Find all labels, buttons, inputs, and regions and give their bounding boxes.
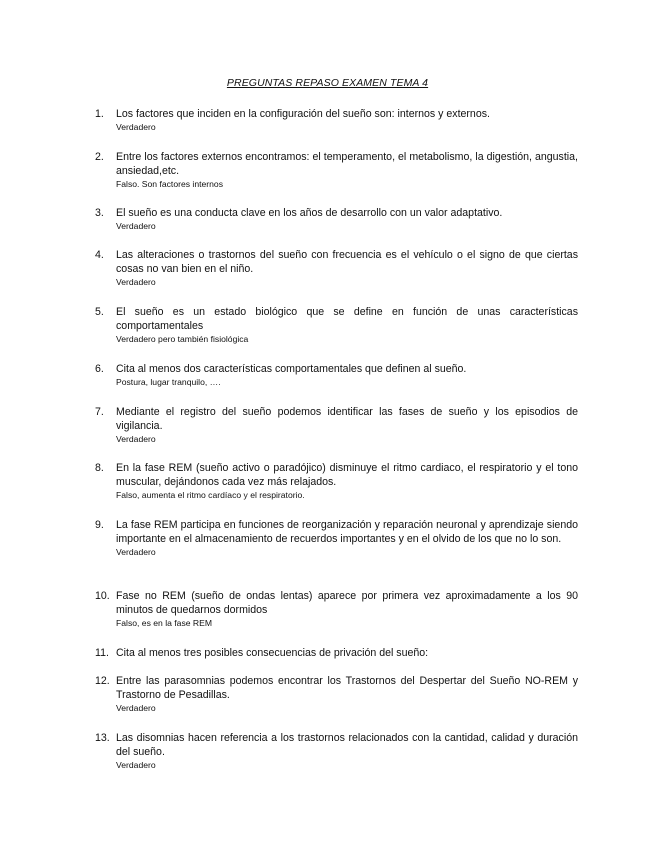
question-answer: Falso, aumenta el ritmo cardíaco y el respiratorio. [116,490,305,500]
question-answer: Verdadero pero también fisiológica [116,334,249,344]
question-item [95,589,578,630]
question-item [95,150,578,191]
question-text: Entre las parasomnias podemos encontrar los Trastornos del Despertar del Sueño NO-REM y Trastorno de Pesadillas. [116,675,578,701]
question-answer: Postura, lugar tranquilo, …. [116,377,221,387]
question-item [95,107,578,134]
question-answer: Falso, es en la fase REM [116,618,213,628]
question-text: Entre los factores externos encontramos: el temperamento, el metabolismo, la digestión, angustia, ansiedad,etc. [116,151,578,177]
question-answer: Verdadero [116,122,156,132]
question-text: Las disomnias hacen referencia a los trastornos relacionados con la cantidad, calidad y duración del sueño. [116,732,578,758]
question-answer: Verdadero [116,760,156,770]
question-item [95,206,578,233]
page-title: PREGUNTAS REPASO EXAMEN TEMA 4 [226,77,429,89]
question-answer: Verdadero [116,547,156,557]
question-item [95,248,578,289]
question-number: 2. [95,151,104,163]
question-answer: Verdadero [116,277,156,287]
question-number: 10. [95,590,110,602]
question-item [95,305,578,346]
question-item [95,674,578,715]
question-number: 1. [95,108,104,120]
question-number: 8. [95,462,104,474]
question-answer: Verdadero [116,434,156,444]
question-number: 5. [95,306,104,318]
question-number: 12. [95,675,110,687]
question-text: Fase no REM (sueño de ondas lentas) aparece por primera vez aproximadamente a los 90 minutos de quedarnos dormidos [116,590,578,616]
question-number: 3. [95,207,104,219]
question-item [95,461,578,502]
question-item [95,405,578,446]
question-text: Mediante el registro del sueño podemos identificar las fases de sueño y los episodios de vigilancia. [116,406,578,432]
question-text: Cita al menos dos características comportamentales que definen al sueño. [116,363,467,375]
question-number: 7. [95,406,104,418]
question-item [95,362,578,389]
question-number: 11. [95,647,109,659]
question-text: El sueño es un estado biológico que se define en función de unas características comportamentales [116,306,578,332]
question-text: Las alteraciones o trastornos del sueño con frecuencia es el vehículo o el signo de que ciertas cosas no van bien en el niño. [116,249,578,275]
question-answer: Verdadero [116,703,156,713]
question-number: 4. [95,249,104,261]
question-text: La fase REM participa en funciones de reorganización y reparación neuronal y aprendizaje siendo importante en el almacenamiento de recuerdos importantes y en el olvido de los que no lo son. [116,519,578,545]
question-text: En la fase REM (sueño activo o paradójico) disminuye el ritmo cardiaco, el respiratorio y el tono muscular, dejándonos cada vez más relajados. [116,462,578,488]
question-text: El sueño es una conducta clave en los años de desarrollo con un valor adaptativo. [116,207,503,219]
question-number: 6. [95,363,104,375]
question-number: 9. [95,519,104,531]
question-answer: Falso. Son factores internos [116,179,223,189]
question-text: Los factores que inciden en la configuración del sueño son: internos y externos. [116,108,490,120]
question-item [95,646,578,660]
question-item [95,518,578,559]
question-item [95,731,578,772]
question-number: 13. [95,732,110,744]
question-text: Cita al menos tres posibles consecuencias de privación del sueño: [116,647,429,659]
question-answer: Verdadero [116,221,156,231]
